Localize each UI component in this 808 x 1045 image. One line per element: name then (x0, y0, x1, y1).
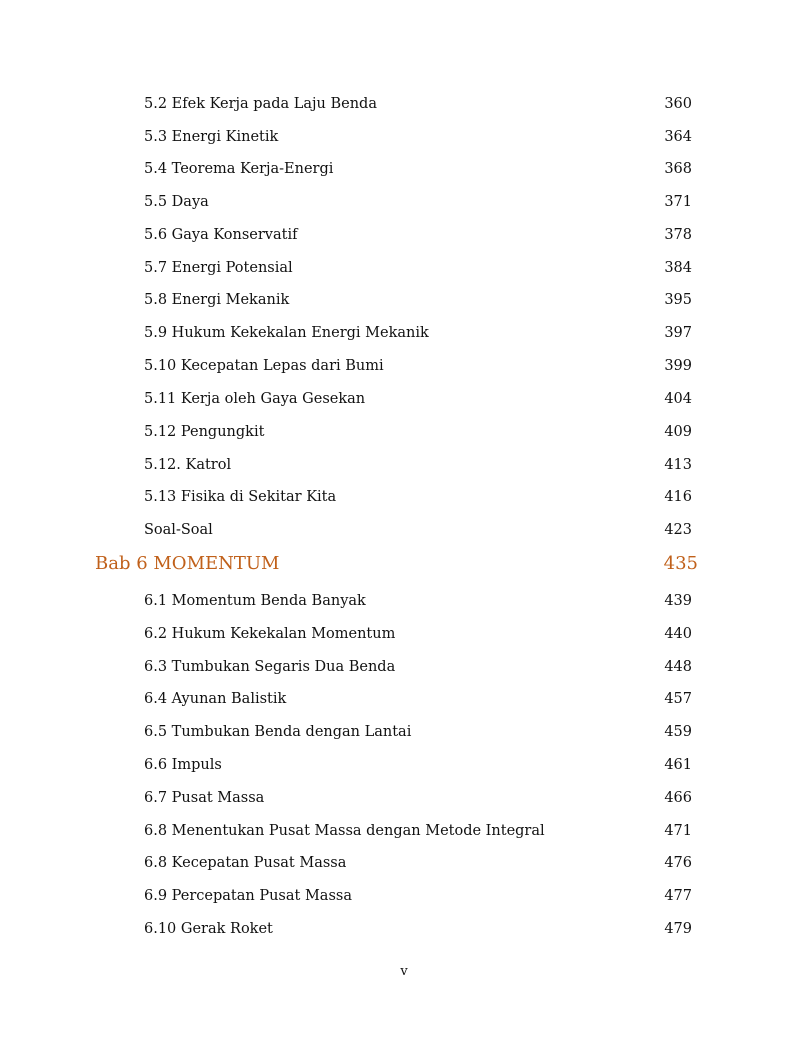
toc-entry[interactable] (0, 453, 808, 477)
toc-entry-title: 6.10 Gerak Roket (144, 921, 273, 937)
toc-entry[interactable] (0, 753, 808, 777)
chapter-page: 435 (663, 553, 698, 574)
toc-entry-title: 5.11 Kerja oleh Gaya Gesekan (144, 391, 366, 407)
toc-entry[interactable] (0, 92, 808, 116)
toc-entry-title: 5.12 Pengungkit (144, 424, 265, 440)
toc-entry-title: 5.13 Fisika di Sekitar Kita (144, 489, 337, 505)
toc-entry-title: 6.8 Kecepatan Pusat Massa (144, 855, 347, 871)
toc-entry-title: 6.1 Momentum Benda Banyak (144, 593, 366, 609)
toc-entry[interactable] (0, 884, 808, 908)
toc-entry-page: 409 (664, 424, 692, 440)
toc-entry[interactable] (0, 190, 808, 214)
toc-entry-page: 404 (664, 391, 692, 407)
toc-entry[interactable] (0, 125, 808, 149)
toc-entry[interactable] (0, 720, 808, 744)
toc-entry[interactable] (0, 687, 808, 711)
toc-entry-page: 360 (664, 96, 692, 112)
toc-entry[interactable] (0, 387, 808, 411)
toc-entry-page: 371 (664, 194, 692, 210)
toc-entry-title: 6.5 Tumbukan Benda dengan Lantai (144, 724, 412, 740)
toc-entry-page: 471 (664, 823, 692, 839)
toc-entry-page: 423 (664, 522, 692, 538)
toc-entry-title: 5.10 Kecepatan Lepas dari Bumi (144, 358, 384, 374)
toc-entry[interactable] (0, 622, 808, 646)
toc-entry-title: 5.5 Daya (144, 194, 209, 210)
toc-entry-title: 5.7 Energi Potensial (144, 260, 293, 276)
toc-entry-page: 364 (664, 129, 692, 145)
toc-entry-title: 6.4 Ayunan Balistik (144, 691, 287, 707)
toc-entry[interactable] (0, 851, 808, 875)
toc-entry-page: 457 (664, 691, 692, 707)
toc-entry-page: 476 (664, 855, 692, 871)
toc-entry-title: 6.6 Impuls (144, 757, 222, 773)
toc-entry-page: 459 (664, 724, 692, 740)
toc-entry-page: 448 (664, 659, 692, 675)
toc-entry[interactable] (0, 589, 808, 613)
toc-entry[interactable] (0, 655, 808, 679)
toc-entry-title: 5.3 Energi Kinetik (144, 129, 279, 145)
toc-entry-title: 5.8 Energi Mekanik (144, 292, 290, 308)
toc-entry[interactable] (0, 420, 808, 444)
toc-entry-page: 466 (664, 790, 692, 806)
toc-chapter-heading[interactable] (0, 552, 808, 576)
toc-entry-page: 477 (664, 888, 692, 904)
toc-entry-page: 378 (664, 227, 692, 243)
toc-entry-page: 413 (664, 457, 692, 473)
toc-entry-page: 397 (664, 325, 692, 341)
toc-entry-title: 5.9 Hukum Kekekalan Energi Mekanik (144, 325, 429, 341)
toc-entry[interactable] (0, 157, 808, 181)
toc-entry[interactable] (0, 485, 808, 509)
toc-entry[interactable] (0, 917, 808, 941)
toc-entry-title: Soal-Soal (144, 522, 213, 538)
toc-entry[interactable] (0, 819, 808, 843)
toc-entry-page: 479 (664, 921, 692, 937)
toc-entry-page: 439 (664, 593, 692, 609)
chapter-title: Bab 6 MOMENTUM (95, 553, 280, 574)
toc-entry-page: 395 (664, 292, 692, 308)
toc-entry-page: 368 (664, 161, 692, 177)
toc-entry-title: 6.7 Pusat Massa (144, 790, 265, 806)
toc-entry[interactable] (0, 354, 808, 378)
toc-entry-title: 6.3 Tumbukan Segaris Dua Benda (144, 659, 396, 675)
toc-entry-page: 384 (664, 260, 692, 276)
toc-entry-page: 416 (664, 489, 692, 505)
toc-entry[interactable] (0, 288, 808, 312)
toc-entry-title: 5.12. Katrol (144, 457, 232, 473)
toc-entry-title: 5.4 Teorema Kerja-Energi (144, 161, 334, 177)
toc-entry[interactable] (0, 321, 808, 345)
toc-entry-title: 5.2 Efek Kerja pada Laju Benda (144, 96, 377, 112)
toc-entry[interactable] (0, 518, 808, 542)
toc-entry[interactable] (0, 256, 808, 280)
toc-entry-page: 440 (664, 626, 692, 642)
toc-entry[interactable] (0, 786, 808, 810)
toc-entry-title: 6.8 Menentukan Pusat Massa dengan Metode Integral (144, 823, 545, 839)
toc-entry-title: 6.9 Percepatan Pusat Massa (144, 888, 352, 904)
footer-page-number: v (400, 964, 408, 979)
toc-entry-title: 6.2 Hukum Kekekalan Momentum (144, 626, 396, 642)
toc-entry-page: 461 (664, 757, 692, 773)
toc-entry-page: 399 (664, 358, 692, 374)
toc-entry-title: 5.6 Gaya Konservatif (144, 227, 298, 243)
toc-entry[interactable] (0, 223, 808, 247)
